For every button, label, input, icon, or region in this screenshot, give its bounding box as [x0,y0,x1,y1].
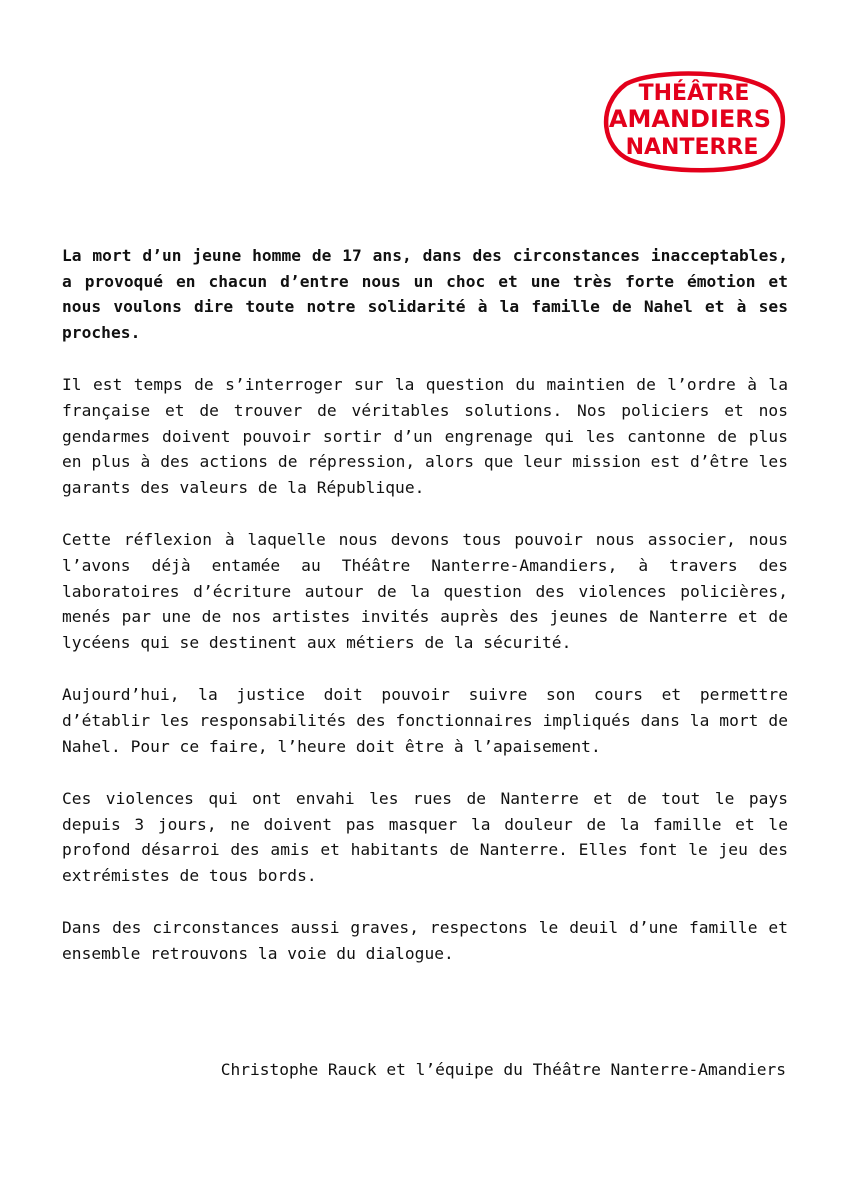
paragraph-5: Ces violences qui ont envahi les rues de Nanterre et de tout le pays depuis 3 jours, ne doivent pas masquer la douleur de la famille et le profond désarroi des amis et habitants de Nanterre. Elles font le jeu des extrémistes de tous bords. [62,789,788,885]
paragraph-4: Aujourd’hui, la justice doit pouvoir suivre son cours et permettre d’établir les responsabilités des fonctionnaires impliqués dans la mort de Nahel. Pour ce faire, l’heure doit être à l’apaisement. [62,685,788,756]
theatre-logo-graphic [596,66,786,174]
paragraph-1: La mort d’un jeune homme de 17 ans, dans des circonstances inacceptables, a provoqué en chacun d’entre nous un choc et une très forte émotion et nous voulons dire toute notre solidarité à la famille de Nahel et à ses proches. [62,246,788,342]
logo-line-2: AMANDIERS [608,105,772,133]
paragraph-3: Cette réflexion à laquelle nous devons tous pouvoir nous associer, nous l’avons déjà entamée au Théâtre Nanterre-Amandiers, à travers des laboratoires d’écriture autour de la question des violences policières, menés par une de nos artistes invités auprès des jeunes de Nanterre et de lycéens qui se destinent aux métiers de la sécurité. [62,530,788,652]
logo-line-1: THÉÂTRE [638,81,750,106]
theatre-logo [596,66,786,174]
signature: Christophe Rauck et l’équipe du Théâtre Nanterre-Amandiers [220,1060,786,1079]
paragraph-2: Il est temps de s’interroger sur la question du maintien de l’ordre à la française et de trouver de véritables solutions. Nos policiers et nos gendarmes doivent pouvoir sortir d’un engrenage qui les cantonne de plus en plus à des actions de répression, alors que leur mission est d’être les garants des valeurs de la République. [62,375,788,497]
logo-line-3: NANTERRE [625,135,759,160]
letter-body [62,243,788,994]
paragraph-6: Dans des circonstances aussi graves, respectons le deuil d’une famille et ensemble retrouvons la voie du dialogue. [62,918,788,964]
